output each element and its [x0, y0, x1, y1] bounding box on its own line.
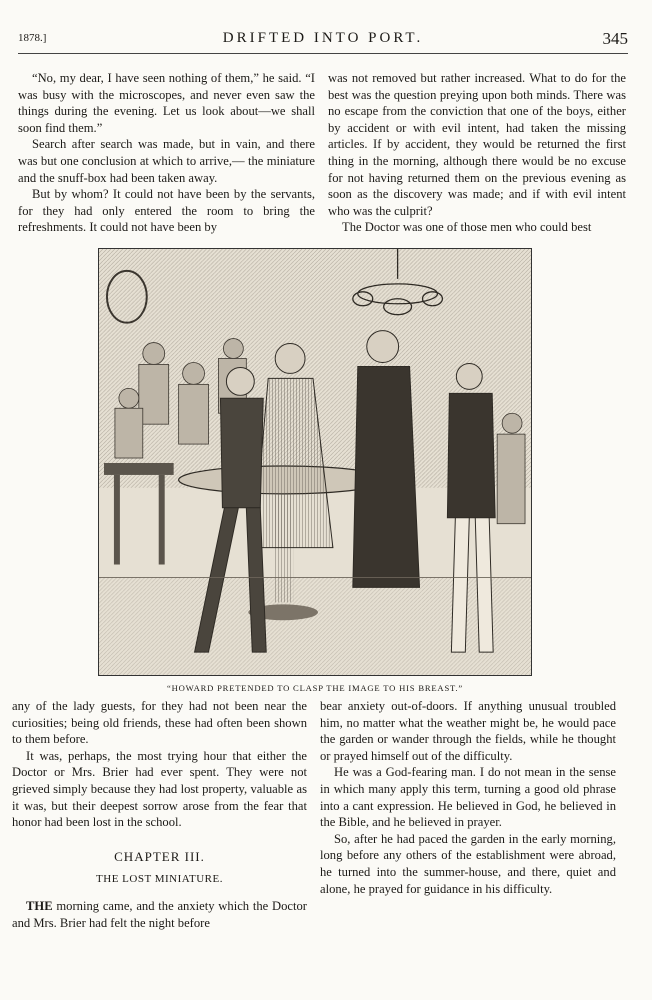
paragraph: So, after he had paced the garden in the early morning, long before any others of the establishment were abroad, he turned into the summer-house, and there, quiet and alone, he prayed for guidance in his difficulty.: [320, 831, 616, 896]
paragraph: “No, my dear, I have seen nothing of them,” he said. “I was busy with the microscopes, and never even saw the things during the evening. Let us look about—we shall soon find them.”: [18, 71, 315, 135]
chapter-heading: CHAPTER III.: [114, 848, 205, 864]
paragraph: He was a God-fearing man. I do not mean in the sense in which many apply this term, turning a good old phrase into a cant expression. He believed in God, he believed in the Bible, and he believed in prayer.: [320, 765, 616, 830]
paragraph: It was, perhaps, the most trying hour that either the Doctor or Mrs. Brier had ever spent. They were not grieved simply because they had lost property, valuable as it was, but their deepest sorrow arose from the fear that honor had been lost in the school.: [12, 748, 307, 830]
issue-date: 1878.]: [18, 32, 47, 44]
running-title: DRIFTED INTO PORT.: [222, 30, 424, 46]
bottom-left-column: [12, 698, 307, 931]
paragraph: The Doctor was one of those men who could best: [342, 220, 592, 235]
paragraph: But by whom? It could not have been by the servants, for they had only entered the room to bring the refreshments. It could not have been by: [18, 187, 315, 235]
paragraph: any of the lady guests, for they had not been near the curiosities; being old friends, these had often been shown to them before.: [12, 699, 307, 747]
page-number: 345: [602, 29, 628, 48]
paragraph: was not removed but rather increased. What to do for the best was the question preying upon both minds. There was no escape from the conviction that one of the boys, either by accident or with evil intent, had taken the missing articles. If by accident, they would be returned the first thing in the morning, although there would be no excuse for not having returned them on the previous evening as soon as the discovery was made; and if with evil intent who was the culprit?: [328, 71, 626, 218]
engraving-illustration: [98, 248, 532, 676]
paragraph: bear anxiety out-of-doors. If anything unusual troubled him, no matter what the weather might be, he would pace the garden or wander through the fields, while he thought or prayed himself out of the difficulty.: [320, 699, 616, 763]
paragraph: [12, 898, 307, 931]
top-right-column: [328, 70, 626, 236]
bottom-right-column: [320, 698, 616, 897]
illustration-caption: “HOWARD PRETENDED TO CLASP THE IMAGE TO HIS BREAST.”: [167, 683, 463, 693]
dropcap-word: THE: [26, 898, 53, 913]
chapter-title: THE LOST MINIATURE.: [96, 873, 223, 886]
paragraph-text: morning came, and the anxiety which the Doctor and Mrs. Brier had felt the night before: [12, 898, 307, 930]
top-left-column: [18, 70, 315, 236]
paragraph: Search after search was made, but in vain, and there was but one conclusion at which to arrive,— the miniature and the snuff-box had been taken away.: [18, 137, 315, 185]
engraving-drawing: [99, 249, 531, 675]
header-rule: [18, 53, 628, 54]
